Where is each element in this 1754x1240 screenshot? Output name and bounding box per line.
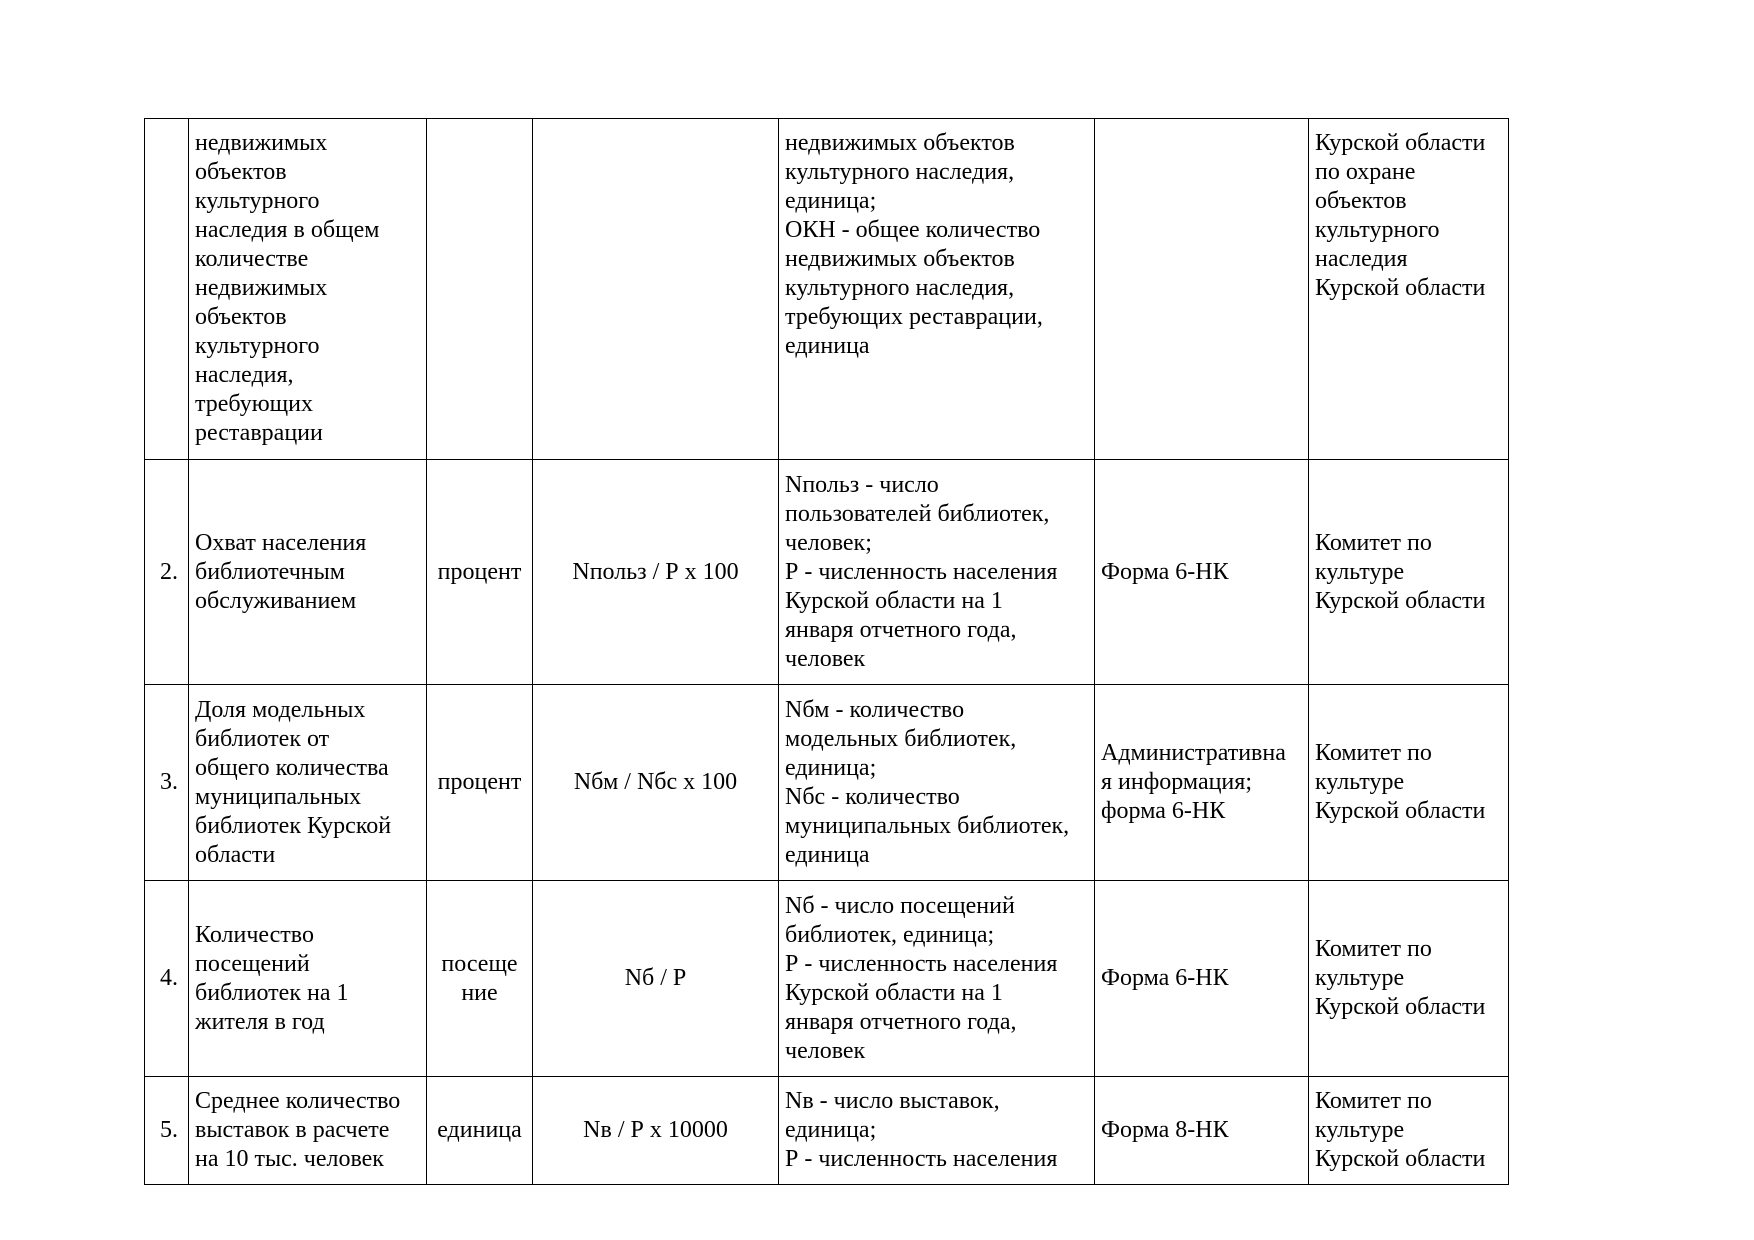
data-source-cell: Форма 6-НК [1095, 460, 1309, 685]
variables-cell: Nбм - количество модельных библиотек, единица; Nбс - количество муниципальных библиотек, единица [779, 685, 1095, 881]
responsible-body-cell: Комитет по культуре Курской области [1309, 1077, 1509, 1185]
data-source-cell: Форма 8-НК [1095, 1077, 1309, 1185]
indicators-table [144, 118, 1509, 1185]
responsible-body-cell: Курской области по охране объектов культурного наследия Курской области [1309, 119, 1509, 460]
formula-cell: Nб / Р [533, 881, 779, 1077]
row-number-cell [145, 119, 189, 460]
formula-cell [533, 119, 779, 460]
table-row-5 [145, 1077, 1509, 1185]
unit-cell: процент [427, 685, 533, 881]
indicator-name-cell: Доля модельных библиотек от общего количества муниципальных библиотек Курской области [189, 685, 427, 881]
data-source-cell: Форма 6-НК [1095, 881, 1309, 1077]
variables-cell: Nпольз - число пользователей библиотек, человек; Р - численность населения Курской области на 1 января отчетного года, человек [779, 460, 1095, 685]
formula-cell: Nв / Р х 10000 [533, 1077, 779, 1185]
unit-cell: посеще ние [427, 881, 533, 1077]
table-row-2 [145, 460, 1509, 685]
row-number-cell: 2. [145, 460, 189, 685]
indicator-name-cell: Количество посещений библиотек на 1 жителя в год [189, 881, 427, 1077]
variables-cell: недвижимых объектов культурного наследия, единица; ОКН - общее количество недвижимых объектов культурного наследия, требующих реставрации, единица [779, 119, 1095, 460]
table-row-continuation [145, 119, 1509, 460]
table-row-3 [145, 685, 1509, 881]
unit-cell: единица [427, 1077, 533, 1185]
row-number-cell: 3. [145, 685, 189, 881]
row-number-cell: 4. [145, 881, 189, 1077]
row-number-cell: 5. [145, 1077, 189, 1185]
table-row-4 [145, 881, 1509, 1077]
responsible-body-cell: Комитет по культуре Курской области [1309, 881, 1509, 1077]
unit-cell: процент [427, 460, 533, 685]
variables-cell: Nб - число посещений библиотек, единица; Р - численность населения Курской области на 1 января отчетного года, человек [779, 881, 1095, 1077]
indicator-name-cell: Среднее количество выставок в расчете на 10 тыс. человек [189, 1077, 427, 1185]
formula-cell: Nбм / Nбс х 100 [533, 685, 779, 881]
data-source-cell [1095, 119, 1309, 460]
indicator-name-cell: Охват населения библиотечным обслуживанием [189, 460, 427, 685]
responsible-body-cell: Комитет по культуре Курской области [1309, 685, 1509, 881]
unit-cell [427, 119, 533, 460]
responsible-body-cell: Комитет по культуре Курской области [1309, 460, 1509, 685]
formula-cell: Nпольз / Р х 100 [533, 460, 779, 685]
indicator-name-cell: недвижимых объектов культурного наследия в общем количестве недвижимых объектов культурного наследия, требующих реставрации [189, 119, 427, 460]
data-source-cell: Административна я информация; форма 6-НК [1095, 685, 1309, 881]
variables-cell: Nв - число выставок, единица; Р - численность населения [779, 1077, 1095, 1185]
